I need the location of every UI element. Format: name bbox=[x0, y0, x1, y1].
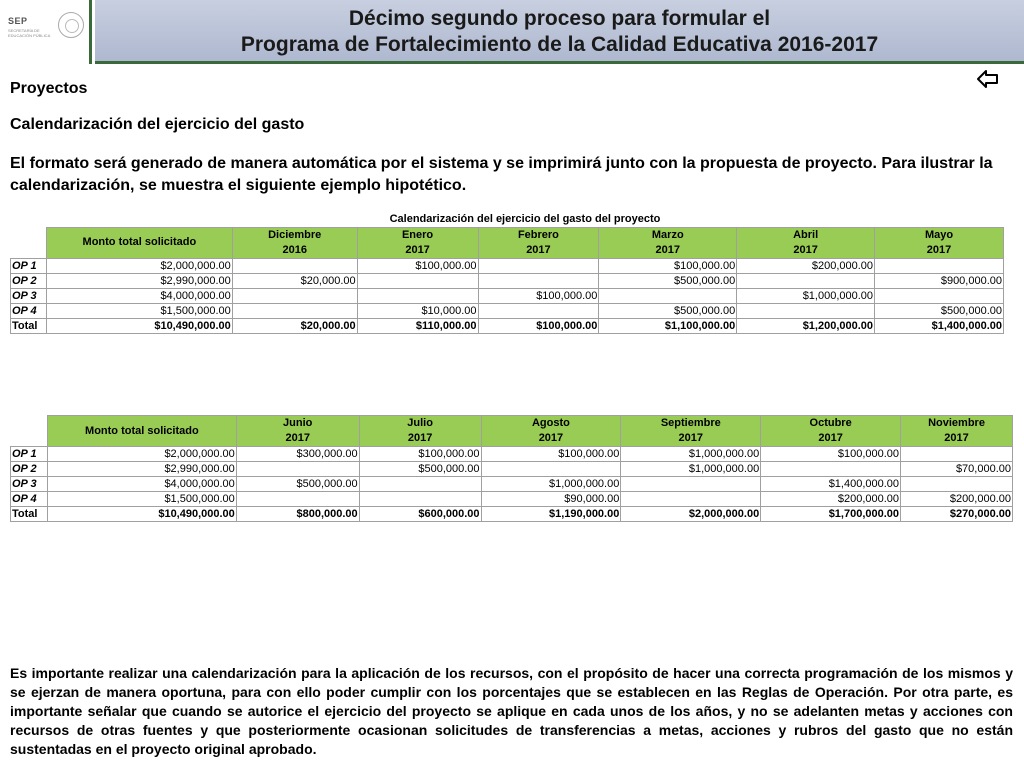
amount-cell: $100,000.00 bbox=[761, 447, 901, 462]
amount-cell bbox=[478, 273, 599, 288]
back-arrow-icon[interactable] bbox=[976, 68, 1000, 90]
month-year: 2017 bbox=[926, 243, 952, 256]
table-caption-row bbox=[11, 212, 1004, 227]
amount-cell: $100,000.00 bbox=[359, 447, 481, 462]
table-caption: Calendarización del ejercicio del gasto del proyecto bbox=[389, 213, 661, 226]
amount-cell bbox=[481, 462, 621, 477]
month-header bbox=[481, 416, 621, 447]
month-header bbox=[236, 416, 359, 447]
month-name: Abril bbox=[793, 228, 819, 241]
amount-cell bbox=[478, 258, 599, 273]
amount-cell bbox=[737, 303, 875, 318]
month-name: Febrero bbox=[517, 228, 559, 241]
amount-cell bbox=[621, 492, 761, 507]
amount-cell: $200,000.00 bbox=[901, 492, 1013, 507]
table-row bbox=[11, 492, 1013, 507]
month-header bbox=[359, 416, 481, 447]
table-header-row bbox=[11, 416, 1013, 447]
amount-cell: $800,000.00 bbox=[236, 507, 359, 522]
month-header bbox=[478, 227, 599, 258]
section-title: Proyectos bbox=[10, 80, 88, 97]
amount-cell: $1,700,000.00 bbox=[761, 507, 901, 522]
amount-cell bbox=[357, 288, 478, 303]
month-header bbox=[621, 416, 761, 447]
amount-cell bbox=[737, 273, 875, 288]
amount-cell bbox=[359, 492, 481, 507]
amount-cell: $100,000.00 bbox=[599, 258, 737, 273]
month-year: 2017 bbox=[818, 432, 843, 444]
month-name: Mayo bbox=[924, 228, 954, 241]
month-header bbox=[875, 227, 1004, 258]
table-row bbox=[11, 477, 1013, 492]
amount-cell: $500,000.00 bbox=[599, 273, 737, 288]
amount-cell bbox=[478, 303, 599, 318]
total-requested-header: Monto total solicitado bbox=[47, 416, 236, 447]
amount-cell: $1,190,000.00 bbox=[481, 507, 621, 522]
row-label: Total bbox=[11, 318, 47, 333]
amount-cell: $500,000.00 bbox=[359, 462, 481, 477]
logo-text: SEP bbox=[8, 16, 28, 26]
table-row bbox=[11, 303, 1004, 318]
month-year: 2017 bbox=[793, 243, 818, 256]
table-row bbox=[11, 447, 1013, 462]
amount-cell: $100,000.00 bbox=[481, 447, 621, 462]
row-label: OP 2 bbox=[11, 462, 48, 477]
amount-cell bbox=[357, 273, 478, 288]
amount-cell bbox=[359, 477, 481, 492]
amount-cell: $1,000,000.00 bbox=[621, 447, 761, 462]
logo-subtext: SECRETARÍA DE EDUCACIÓN PÚBLICA bbox=[8, 28, 51, 38]
row-total: $1,500,000.00 bbox=[47, 492, 236, 507]
month-year: 2017 bbox=[526, 243, 551, 256]
amount-cell: $90,000.00 bbox=[481, 492, 621, 507]
row-label: OP 4 bbox=[11, 492, 48, 507]
month-header bbox=[357, 227, 478, 258]
row-total: $2,000,000.00 bbox=[47, 447, 236, 462]
amount-cell: $200,000.00 bbox=[737, 258, 875, 273]
row-label: Total bbox=[11, 507, 48, 522]
title-line-1: Décimo segundo proceso para formular el bbox=[348, 7, 771, 30]
row-label: OP 2 bbox=[11, 273, 47, 288]
intro-paragraph: El formato será generado de manera automática por el sistema y se imprimirá junto con la propuesta de proyecto. Para ilustrar la calendarización, se muestra el siguiente ejemplo hipotético. bbox=[10, 155, 993, 194]
logo bbox=[0, 0, 92, 64]
amount-cell: $500,000.00 bbox=[875, 303, 1004, 318]
amount-cell: $300,000.00 bbox=[236, 447, 359, 462]
amount-cell: $900,000.00 bbox=[875, 273, 1004, 288]
amount-cell: $1,000,000.00 bbox=[481, 477, 621, 492]
amount-cell bbox=[621, 477, 761, 492]
month-year: 2017 bbox=[538, 432, 564, 444]
month-year: 2016 bbox=[282, 243, 307, 256]
amount-cell: $1,000,000.00 bbox=[621, 462, 761, 477]
slide-header bbox=[0, 0, 1024, 64]
amount-cell: $1,400,000.00 bbox=[761, 477, 901, 492]
amount-cell bbox=[901, 477, 1013, 492]
amount-cell bbox=[875, 288, 1004, 303]
month-name: Agosto bbox=[531, 417, 570, 429]
amount-cell: $20,000.00 bbox=[232, 273, 357, 288]
row-total: $2,990,000.00 bbox=[47, 462, 236, 477]
month-year: 2017 bbox=[407, 432, 433, 444]
month-header bbox=[737, 227, 875, 258]
row-total: $4,000,000.00 bbox=[47, 477, 236, 492]
table-row bbox=[11, 288, 1004, 303]
amount-cell: $100,000.00 bbox=[478, 318, 599, 333]
table-row bbox=[11, 273, 1004, 288]
table-row bbox=[11, 258, 1004, 273]
row-total: $4,000,000.00 bbox=[46, 288, 232, 303]
month-header bbox=[761, 416, 901, 447]
amount-cell: $500,000.00 bbox=[236, 477, 359, 492]
amount-cell bbox=[901, 447, 1013, 462]
month-name: Junio bbox=[283, 417, 313, 429]
month-name: Julio bbox=[407, 417, 433, 429]
total-requested-header: Monto total solicitado bbox=[46, 227, 232, 258]
month-name: Noviembre bbox=[928, 417, 985, 429]
amount-cell: $100,000.00 bbox=[357, 258, 478, 273]
month-name: Diciembre bbox=[268, 228, 322, 241]
amount-cell bbox=[232, 303, 357, 318]
table-row bbox=[11, 462, 1013, 477]
row-label: OP 1 bbox=[11, 447, 48, 462]
amount-cell: $1,000,000.00 bbox=[737, 288, 875, 303]
month-year: 2017 bbox=[944, 432, 969, 444]
schedule-table-1 bbox=[10, 212, 1004, 334]
amount-cell: $110,000.00 bbox=[357, 318, 478, 333]
amount-cell: $100,000.00 bbox=[478, 288, 599, 303]
amount-cell: $270,000.00 bbox=[901, 507, 1013, 522]
month-name: Marzo bbox=[651, 228, 684, 241]
month-year: 2017 bbox=[405, 243, 430, 256]
amount-cell: $500,000.00 bbox=[599, 303, 737, 318]
month-header bbox=[901, 416, 1013, 447]
table-row bbox=[11, 507, 1013, 522]
title-line-2: Programa de Fortalecimiento de la Calidad Educativa 2016-2017 bbox=[240, 33, 879, 56]
amount-cell bbox=[875, 258, 1004, 273]
amount-cell bbox=[236, 492, 359, 507]
amount-cell: $1,100,000.00 bbox=[599, 318, 737, 333]
schedule-table-2 bbox=[10, 415, 1013, 522]
amount-cell bbox=[236, 462, 359, 477]
table-header-row bbox=[11, 227, 1004, 258]
amount-cell bbox=[232, 258, 357, 273]
seal-icon bbox=[58, 12, 84, 38]
month-name: Septiembre bbox=[660, 417, 721, 429]
table-row bbox=[11, 318, 1004, 333]
row-total: $1,500,000.00 bbox=[46, 303, 232, 318]
row-total: $10,490,000.00 bbox=[46, 318, 232, 333]
subsection-title: Calendarización del ejercicio del gasto bbox=[10, 116, 305, 133]
amount-cell: $2,000,000.00 bbox=[621, 507, 761, 522]
month-name: Enero bbox=[401, 228, 434, 241]
amount-cell: $1,200,000.00 bbox=[737, 318, 875, 333]
month-year: 2017 bbox=[285, 432, 310, 444]
row-label: OP 3 bbox=[11, 477, 48, 492]
amount-cell bbox=[232, 288, 357, 303]
amount-cell bbox=[599, 288, 737, 303]
month-header bbox=[232, 227, 357, 258]
row-label: OP 3 bbox=[11, 288, 47, 303]
row-label: OP 4 bbox=[11, 303, 47, 318]
month-header bbox=[599, 227, 737, 258]
amount-cell: $70,000.00 bbox=[901, 462, 1013, 477]
amount-cell: $600,000.00 bbox=[359, 507, 481, 522]
row-total: $2,990,000.00 bbox=[46, 273, 232, 288]
title-bar bbox=[95, 0, 1024, 64]
amount-cell: $20,000.00 bbox=[232, 318, 357, 333]
month-year: 2017 bbox=[655, 243, 681, 256]
amount-cell bbox=[761, 462, 901, 477]
amount-cell: $10,000.00 bbox=[357, 303, 478, 318]
month-year: 2017 bbox=[678, 432, 704, 444]
amount-cell: $200,000.00 bbox=[761, 492, 901, 507]
row-total: $10,490,000.00 bbox=[47, 507, 236, 522]
amount-cell: $1,400,000.00 bbox=[875, 318, 1004, 333]
row-total: $2,000,000.00 bbox=[46, 258, 232, 273]
row-label: OP 1 bbox=[11, 258, 47, 273]
footer-note: Es importante realizar una calendarización para la aplicación de los recursos, con el propósito de hacer una correcta programación de los mismos y se ejerzan de manera oportuna, para con ello poder cumplir con los porcentajes que se establecen en las Reglas de Operación. Por otra parte, es importante señalar que cuando se autorice el ejercicio del proyecto se aplique en cada unos de los años, y no se adelanten metas y acciones con recursos de otras fuentes y que posteriormente ocasionan solicitudes de transferencias a metas, acciones y rubros del gasto que no están sustentadas en el proyecto original aprobado. bbox=[10, 665, 1013, 757]
month-name: Octubre bbox=[809, 417, 852, 429]
